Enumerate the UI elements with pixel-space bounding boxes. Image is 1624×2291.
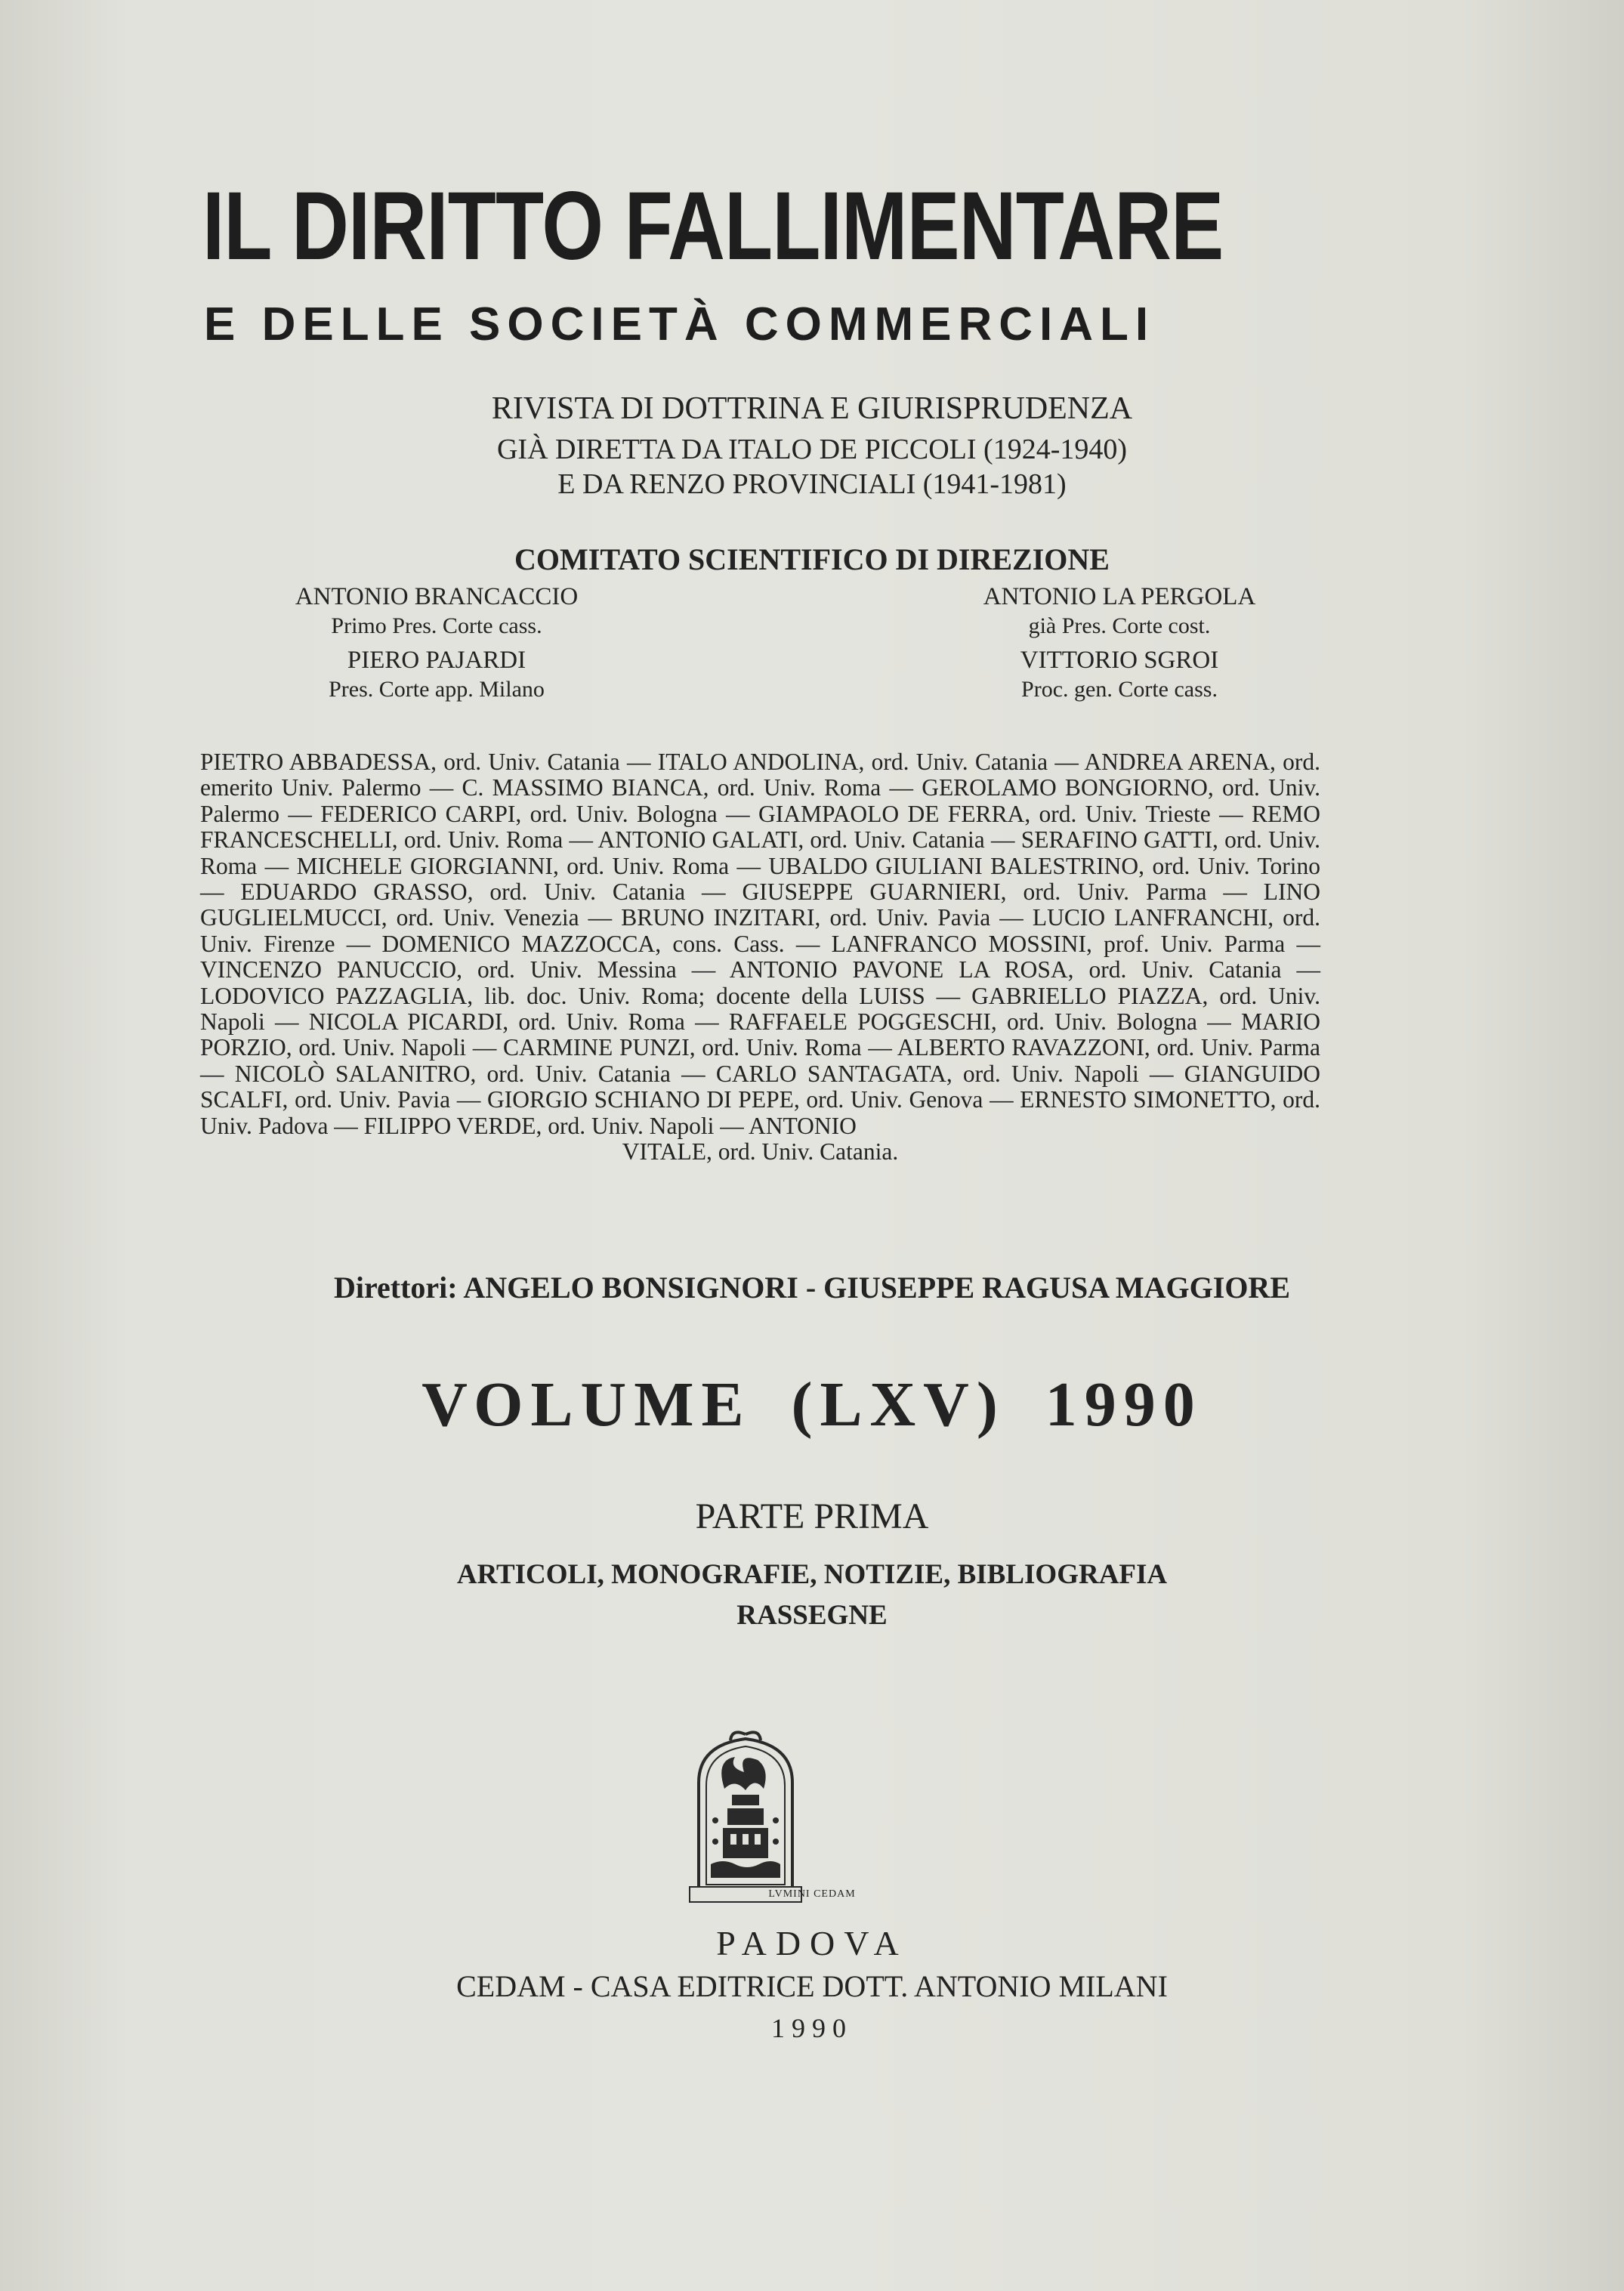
committee-member — [210, 582, 663, 641]
journal-tagline: RIVISTA DI DOTTRINA E GIURISPRUDENZA — [491, 391, 1133, 426]
committee-heading: COMITATO SCIENTIFICO DI DIREZIONE — [514, 542, 1110, 576]
journal-title: IL DIRITTO FALLIMENTARE — [202, 172, 1224, 280]
contents-line-1: ARTICOLI, MONOGRAFIE, NOTIZIE, BIBLIOGRAFIA — [456, 1559, 1168, 1590]
contents-line-2: RASSEGNE — [736, 1600, 888, 1631]
journal-subtitle: E DELLE SOCIETÀ COMMERCIALI — [204, 298, 1156, 350]
committee-member — [893, 582, 1346, 641]
logo-caption: LVMINI CEDAM — [768, 1888, 856, 1900]
founder-line-1: GIÀ DIRETTA DA ITALO DE PICCOLI (1924-1940) — [496, 434, 1128, 465]
member-role: Primo Pres. Corte cass. — [331, 613, 542, 638]
member-role: Pres. Corte app. Milano — [329, 677, 545, 702]
volume-line: VOLUME (LXV) 1990 — [421, 1369, 1203, 1440]
imprint-publisher: CEDAM - CASA EDITRICE DOTT. ANTONIO MILANI — [456, 1969, 1168, 2003]
collaborators-text: PIETRO ABBADESSA, ord. Univ. Catania — ITALO ANDOLINA, ord. Univ. Catania — ANDREA ARENA, ord. emerito Univ. Palermo — C. MASSIMO BIANCA, ord. Univ. Roma — GEROLAMO BONGIORNO, ord. Univ. Palermo — FEDERICO CARPI, ord. Univ. Bologna — GIAMPAOLO DE FERRA, ord. Univ. Trieste — REMO FRANCESCHELLI, ord. Univ. Roma — ANTONIO GALATI, ord. Univ. Catania — SERAFINO GATTI, ord. Univ. Roma — MICHELE GIORGIANNI, ord. Univ. Roma — UBALDO GIULIANI BALESTRINO, ord. Univ. Torino — EDUARDO GRASSO, ord. Univ. Catania — GIUSEPPE GUARNIERI, ord. Univ. Parma — LINO GUGLIELMUCCI, ord. Univ. Venezia — BRUNO INZITARI, ord. Univ. Pavia — LUCIO LANFRANCHI, ord. Univ. Firenze — DOMENICO MAZZOCCA, cons. Cass. — LANFRANCO MOSSINI, prof. Univ. Parma — VINCENZO PANUCCIO, ord. Univ. Messina — ANTONIO PAVONE LA ROSA, ord. Univ. Catania — LODOVICO PAZZAGLIA, lib. doc. Univ. Roma; docente della LUISS — GABRIELLO PIAZZA, ord. Univ. Napoli — NICOLA PICARDI, ord. Univ. Roma — RAFFAELE POGGESCHI, ord. Univ. Bologna — MARIO PORZIO, ord. Univ. Napoli — CARMINE PUNZI, ord. Univ. Roma — ALBERTO RAVAZZONI, ord. Univ. Parma — NICOLÒ SALANITRO, ord. Univ. Catania — CARLO SANTAGATA, ord. Univ. Napoli — GIANGUIDO SCALFI, ord. Univ. Pavia — GIORGIO SCHIANO DI PEPE, ord. Univ. Genova — ERNESTO SIMONETTO, ord. Univ. Padova — FILIPPO VERDE, ord. Univ. Napoli — ANTONIO — [200, 749, 1320, 1139]
member-name: ANTONIO LA PERGOLA — [983, 583, 1256, 610]
member-name: VITTORIO SGROI — [1020, 647, 1219, 674]
member-name: PIERO PAJARDI — [347, 647, 526, 674]
imprint-year: 1990 — [771, 2013, 853, 2043]
member-role: Proc. gen. Corte cass. — [1021, 677, 1218, 702]
collaborators-list — [200, 749, 1320, 1166]
imprint-city: PADOVA — [716, 1924, 908, 1962]
committee-member — [893, 645, 1346, 704]
member-role: già Pres. Corte cost. — [1028, 613, 1211, 638]
founder-line-2: E DA RENZO PROVINCIALI (1941-1981) — [557, 468, 1067, 500]
publisher-logo — [685, 1730, 806, 1904]
contents-lines — [0, 1555, 1624, 1636]
directors-line: Direttori: ANGELO BONSIGNORI - GIUSEPPE RAGUSA MAGGIORE — [334, 1271, 1290, 1305]
member-name: ANTONIO BRANCACCIO — [295, 583, 579, 610]
committee-member — [210, 645, 663, 704]
part-title: PARTE PRIMA — [695, 1496, 929, 1536]
collaborators-last-line: VITALE, ord. Univ. Catania. — [622, 1138, 899, 1166]
